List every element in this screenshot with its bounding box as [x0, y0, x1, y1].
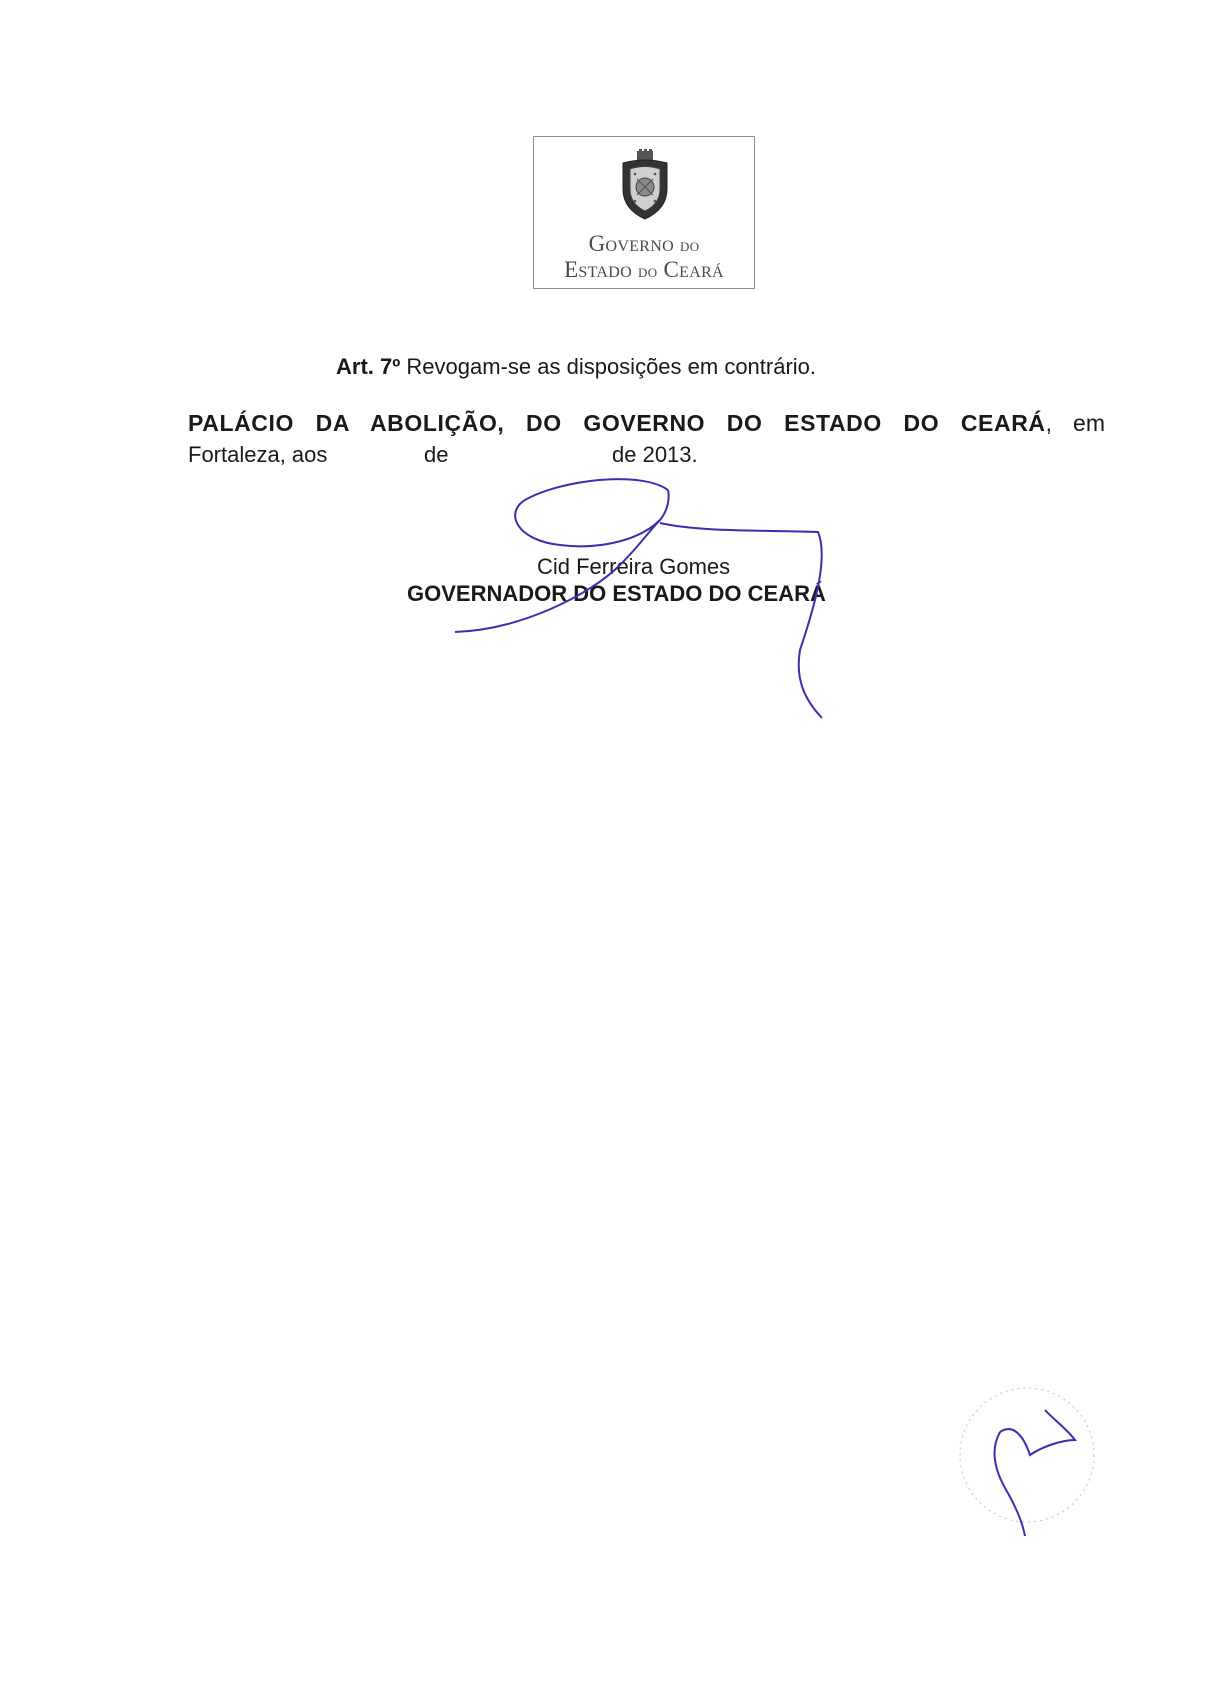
letterhead-word-do: do: [680, 235, 700, 255]
palace-name: PALÁCIO DA ABOLIÇÃO, DO GOVERNO DO ESTADO DO CEARÁ: [188, 410, 1046, 436]
state-coat-of-arms-icon: [617, 149, 673, 221]
signatory-name: Cid Ferreira Gomes: [537, 554, 731, 579]
article-label: Art. 7º: [336, 354, 401, 379]
letterhead-word-estado: Estado: [564, 257, 632, 282]
letterhead-word-ceara: Ceará: [663, 257, 724, 282]
letterhead-word-do-2: do: [638, 261, 658, 281]
date-part-3: de 2013.: [612, 442, 698, 467]
letterhead-word-governo: Governo: [588, 231, 674, 256]
closing-palace-line: [188, 410, 1105, 437]
signatory-title: GOVERNADOR DO ESTADO DO CEARÁ: [407, 581, 826, 606]
letterhead: [533, 136, 755, 289]
date-part-1: Fortaleza, aos: [188, 442, 328, 467]
letterhead-line1: [534, 231, 754, 257]
palace-rest: , em: [1045, 410, 1106, 436]
article-text: Revogam-se as disposições em contrário.: [406, 354, 817, 379]
letterhead-line2: [534, 257, 754, 283]
date-part-2: de: [424, 442, 449, 467]
article-7: [336, 354, 816, 380]
